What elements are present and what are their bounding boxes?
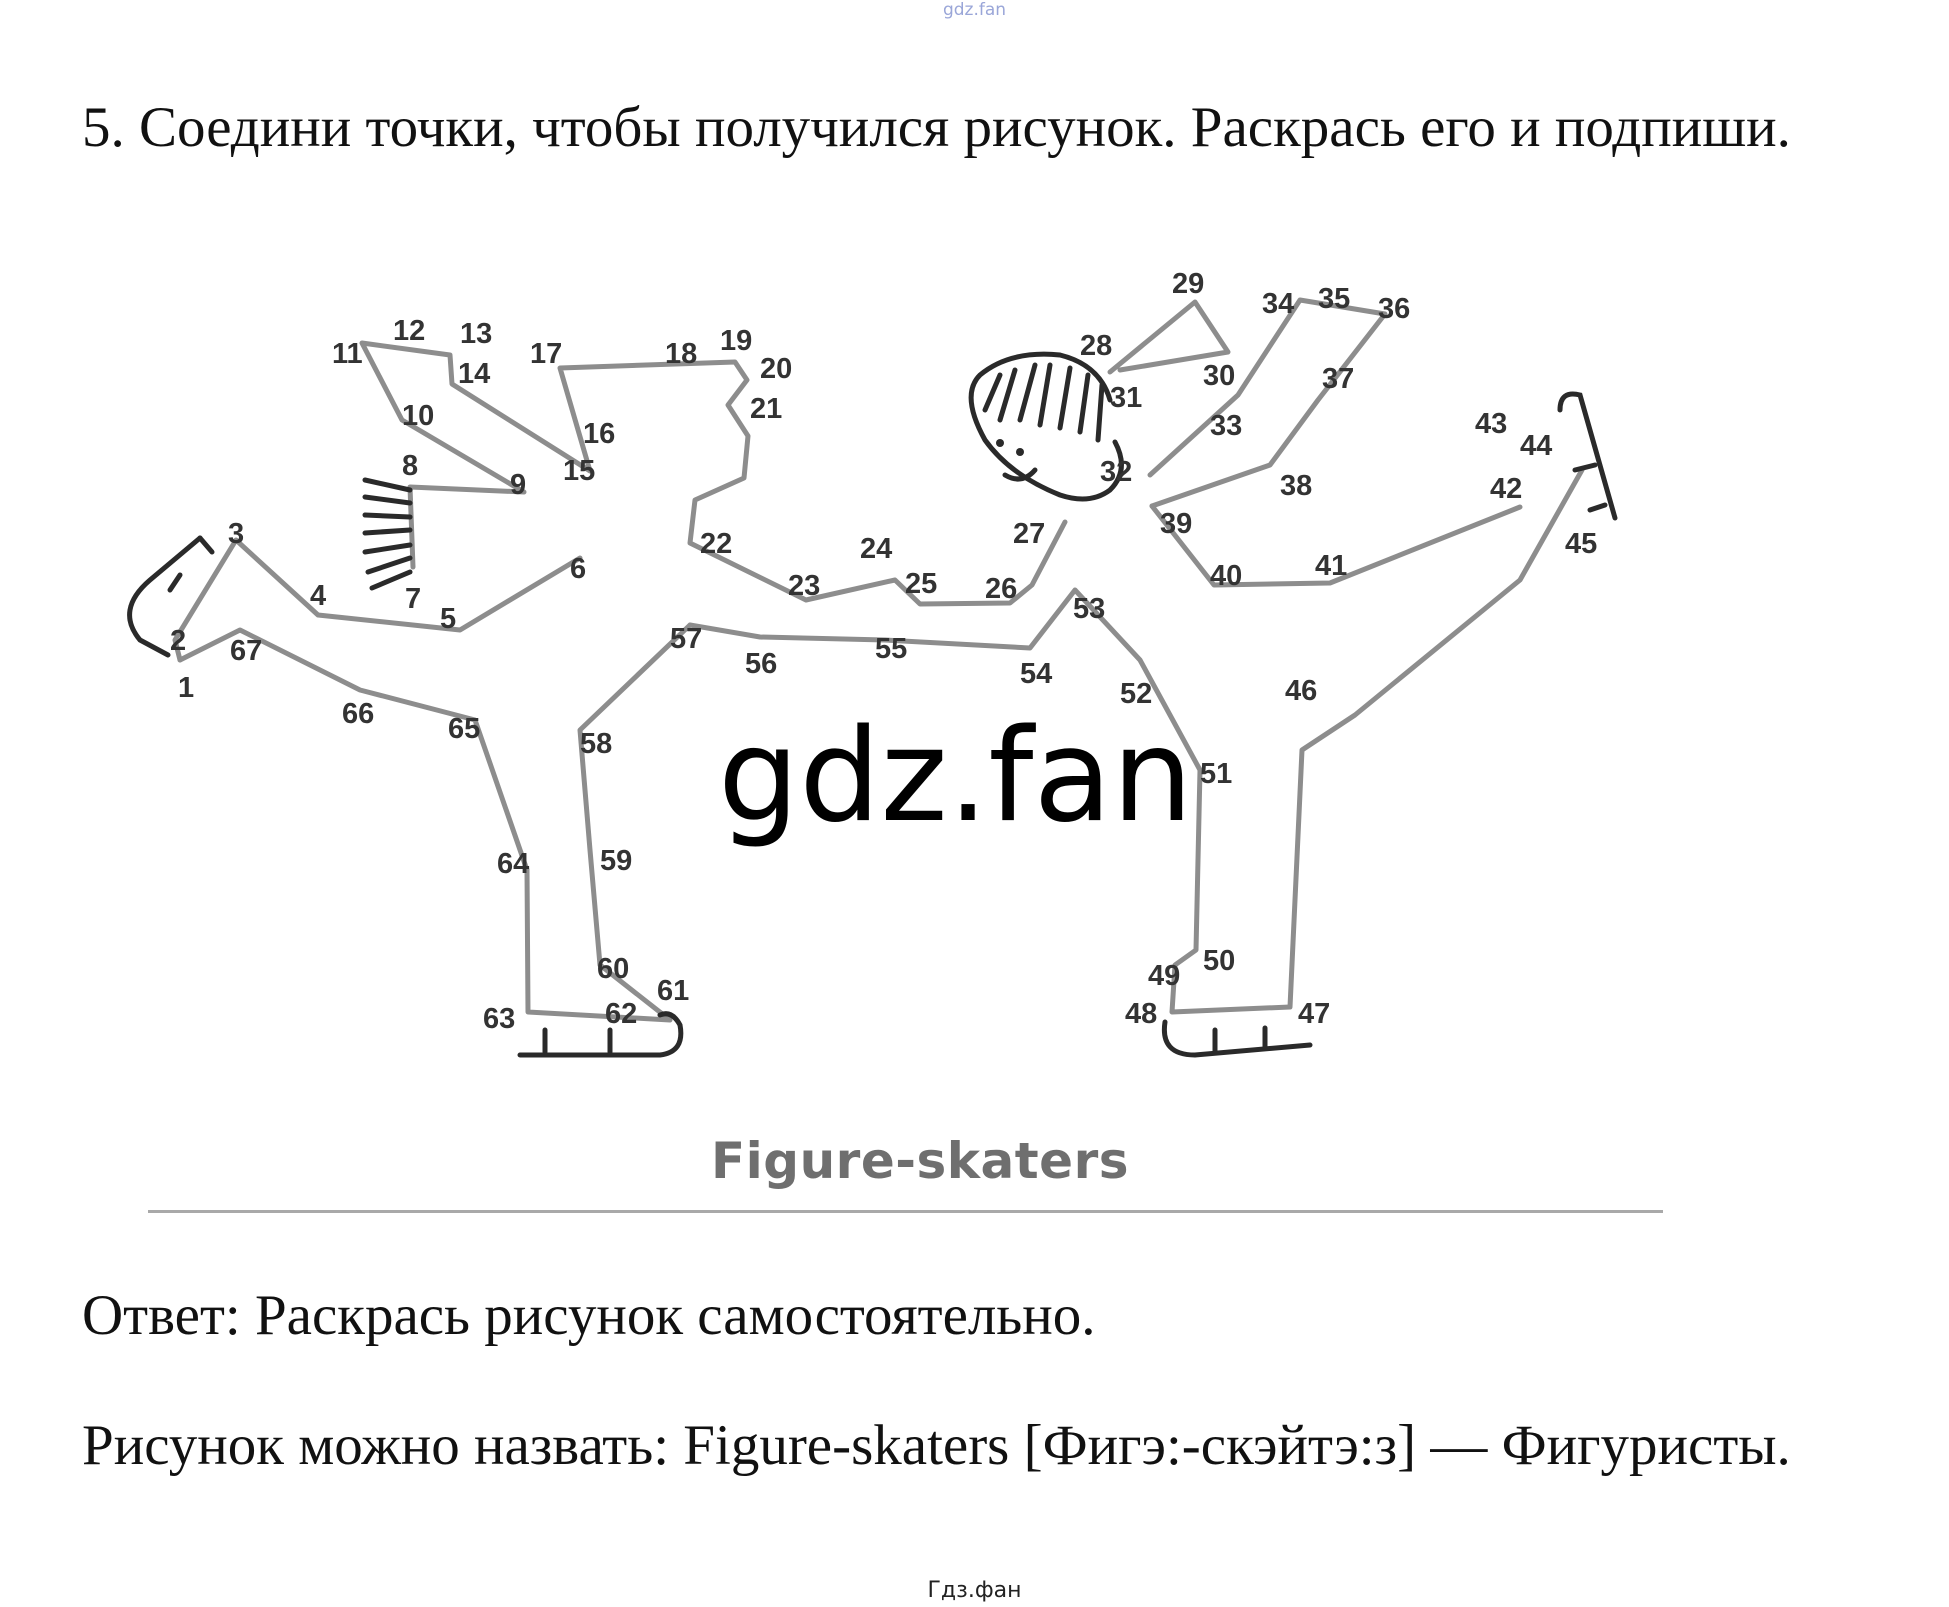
dot-label: 5	[440, 603, 457, 635]
dot-label: 54	[1020, 658, 1053, 690]
dot-label: 55	[875, 633, 908, 665]
dot-label: 48	[1125, 998, 1158, 1030]
dot-label: 25	[905, 568, 938, 600]
dot-label: 40	[1210, 560, 1243, 592]
dot-label: 61	[657, 975, 690, 1007]
dot-label: 47	[1298, 998, 1331, 1030]
dot-label: 32	[1100, 456, 1133, 488]
dot-label: 19	[720, 325, 753, 357]
dot-label: 21	[750, 393, 783, 425]
dot-label: 16	[583, 418, 616, 450]
dot-label: 56	[745, 648, 778, 680]
dot-label: 27	[1013, 518, 1046, 550]
left-skate-blade-left	[130, 538, 200, 655]
dot-label: 31	[1110, 382, 1143, 414]
dot-label: 52	[1120, 678, 1153, 710]
dot-label: 12	[393, 315, 426, 347]
dot-label: 9	[510, 469, 527, 501]
dot-label: 59	[600, 845, 633, 877]
dot-label: 6	[570, 553, 587, 585]
dot-label: 53	[1073, 593, 1106, 625]
dot-label: 3	[228, 518, 245, 550]
dot-label: 10	[402, 400, 435, 432]
dot-label: 50	[1203, 945, 1236, 977]
dot-label: 22	[700, 528, 733, 560]
dot-label: 11	[332, 338, 363, 370]
right-skater-arm2	[1150, 300, 1385, 506]
dot-label: 60	[597, 953, 630, 985]
dot-label: 44	[1520, 430, 1553, 462]
caption-underline	[148, 1210, 1663, 1213]
center-watermark: gdz.fan	[718, 702, 1193, 851]
dot-label: 34	[1262, 288, 1295, 320]
dot-label: 46	[1285, 675, 1318, 707]
dot-label: 24	[860, 533, 893, 565]
dot-label: 66	[342, 698, 375, 730]
right-skate-blade-bottom	[1164, 1022, 1310, 1055]
dot-label: 1	[178, 672, 195, 704]
dot-label: 26	[985, 573, 1018, 605]
dot-label: 7	[405, 583, 422, 615]
dot-label: 14	[458, 358, 491, 390]
dot-label: 23	[788, 570, 821, 602]
dot-label: 57	[670, 623, 703, 655]
dot-label: 18	[665, 338, 698, 370]
dot-label: 29	[1172, 268, 1205, 300]
dot-label: 30	[1203, 360, 1236, 392]
dot-label: 4	[310, 580, 327, 612]
naming-text: Рисунок можно назвать: Figure-skaters [Фигэ:-скэйтэ:з] — Фигуристы.	[82, 1414, 1791, 1477]
dot-label: 65	[448, 713, 481, 745]
dot-label: 8	[402, 450, 419, 482]
dot-label: 35	[1318, 283, 1351, 315]
dot-label: 41	[1315, 550, 1348, 582]
dot-label: 42	[1490, 473, 1523, 505]
dot-label: 51	[1200, 758, 1233, 790]
dot-label: 15	[563, 455, 596, 487]
dot-label: 37	[1322, 363, 1355, 395]
dot-label: 64	[497, 848, 530, 880]
dot-label: 33	[1210, 410, 1243, 442]
dot-label: 58	[580, 728, 613, 760]
dot-label: 49	[1148, 960, 1181, 992]
top-watermark: gdz.fan	[942, 0, 1007, 20]
dot-label: 17	[530, 338, 563, 370]
dot-label: 63	[483, 1003, 516, 1035]
dot-label: 28	[1080, 330, 1113, 362]
dot-label: 36	[1378, 293, 1411, 325]
dot-label: 67	[230, 635, 263, 667]
answer-text: Ответ: Раскрась рисунок самостоятельно.	[82, 1284, 1096, 1347]
dot-label: 13	[460, 318, 493, 350]
dot-label: 38	[1280, 470, 1313, 502]
dot-label: 39	[1160, 508, 1193, 540]
picture-caption: Figure-skaters	[711, 1132, 1129, 1190]
task-heading: 5. Соедини точки, чтобы получился рисунок. Раскрась его и подпиши.	[82, 96, 1791, 159]
dot-label: 2	[170, 625, 187, 657]
dot-label: 45	[1565, 528, 1598, 560]
dot-label: 62	[605, 998, 638, 1030]
footer-watermark: Гдз.фан	[927, 1578, 1022, 1603]
dot-label: 43	[1475, 408, 1508, 440]
dot-label: 20	[760, 353, 793, 385]
